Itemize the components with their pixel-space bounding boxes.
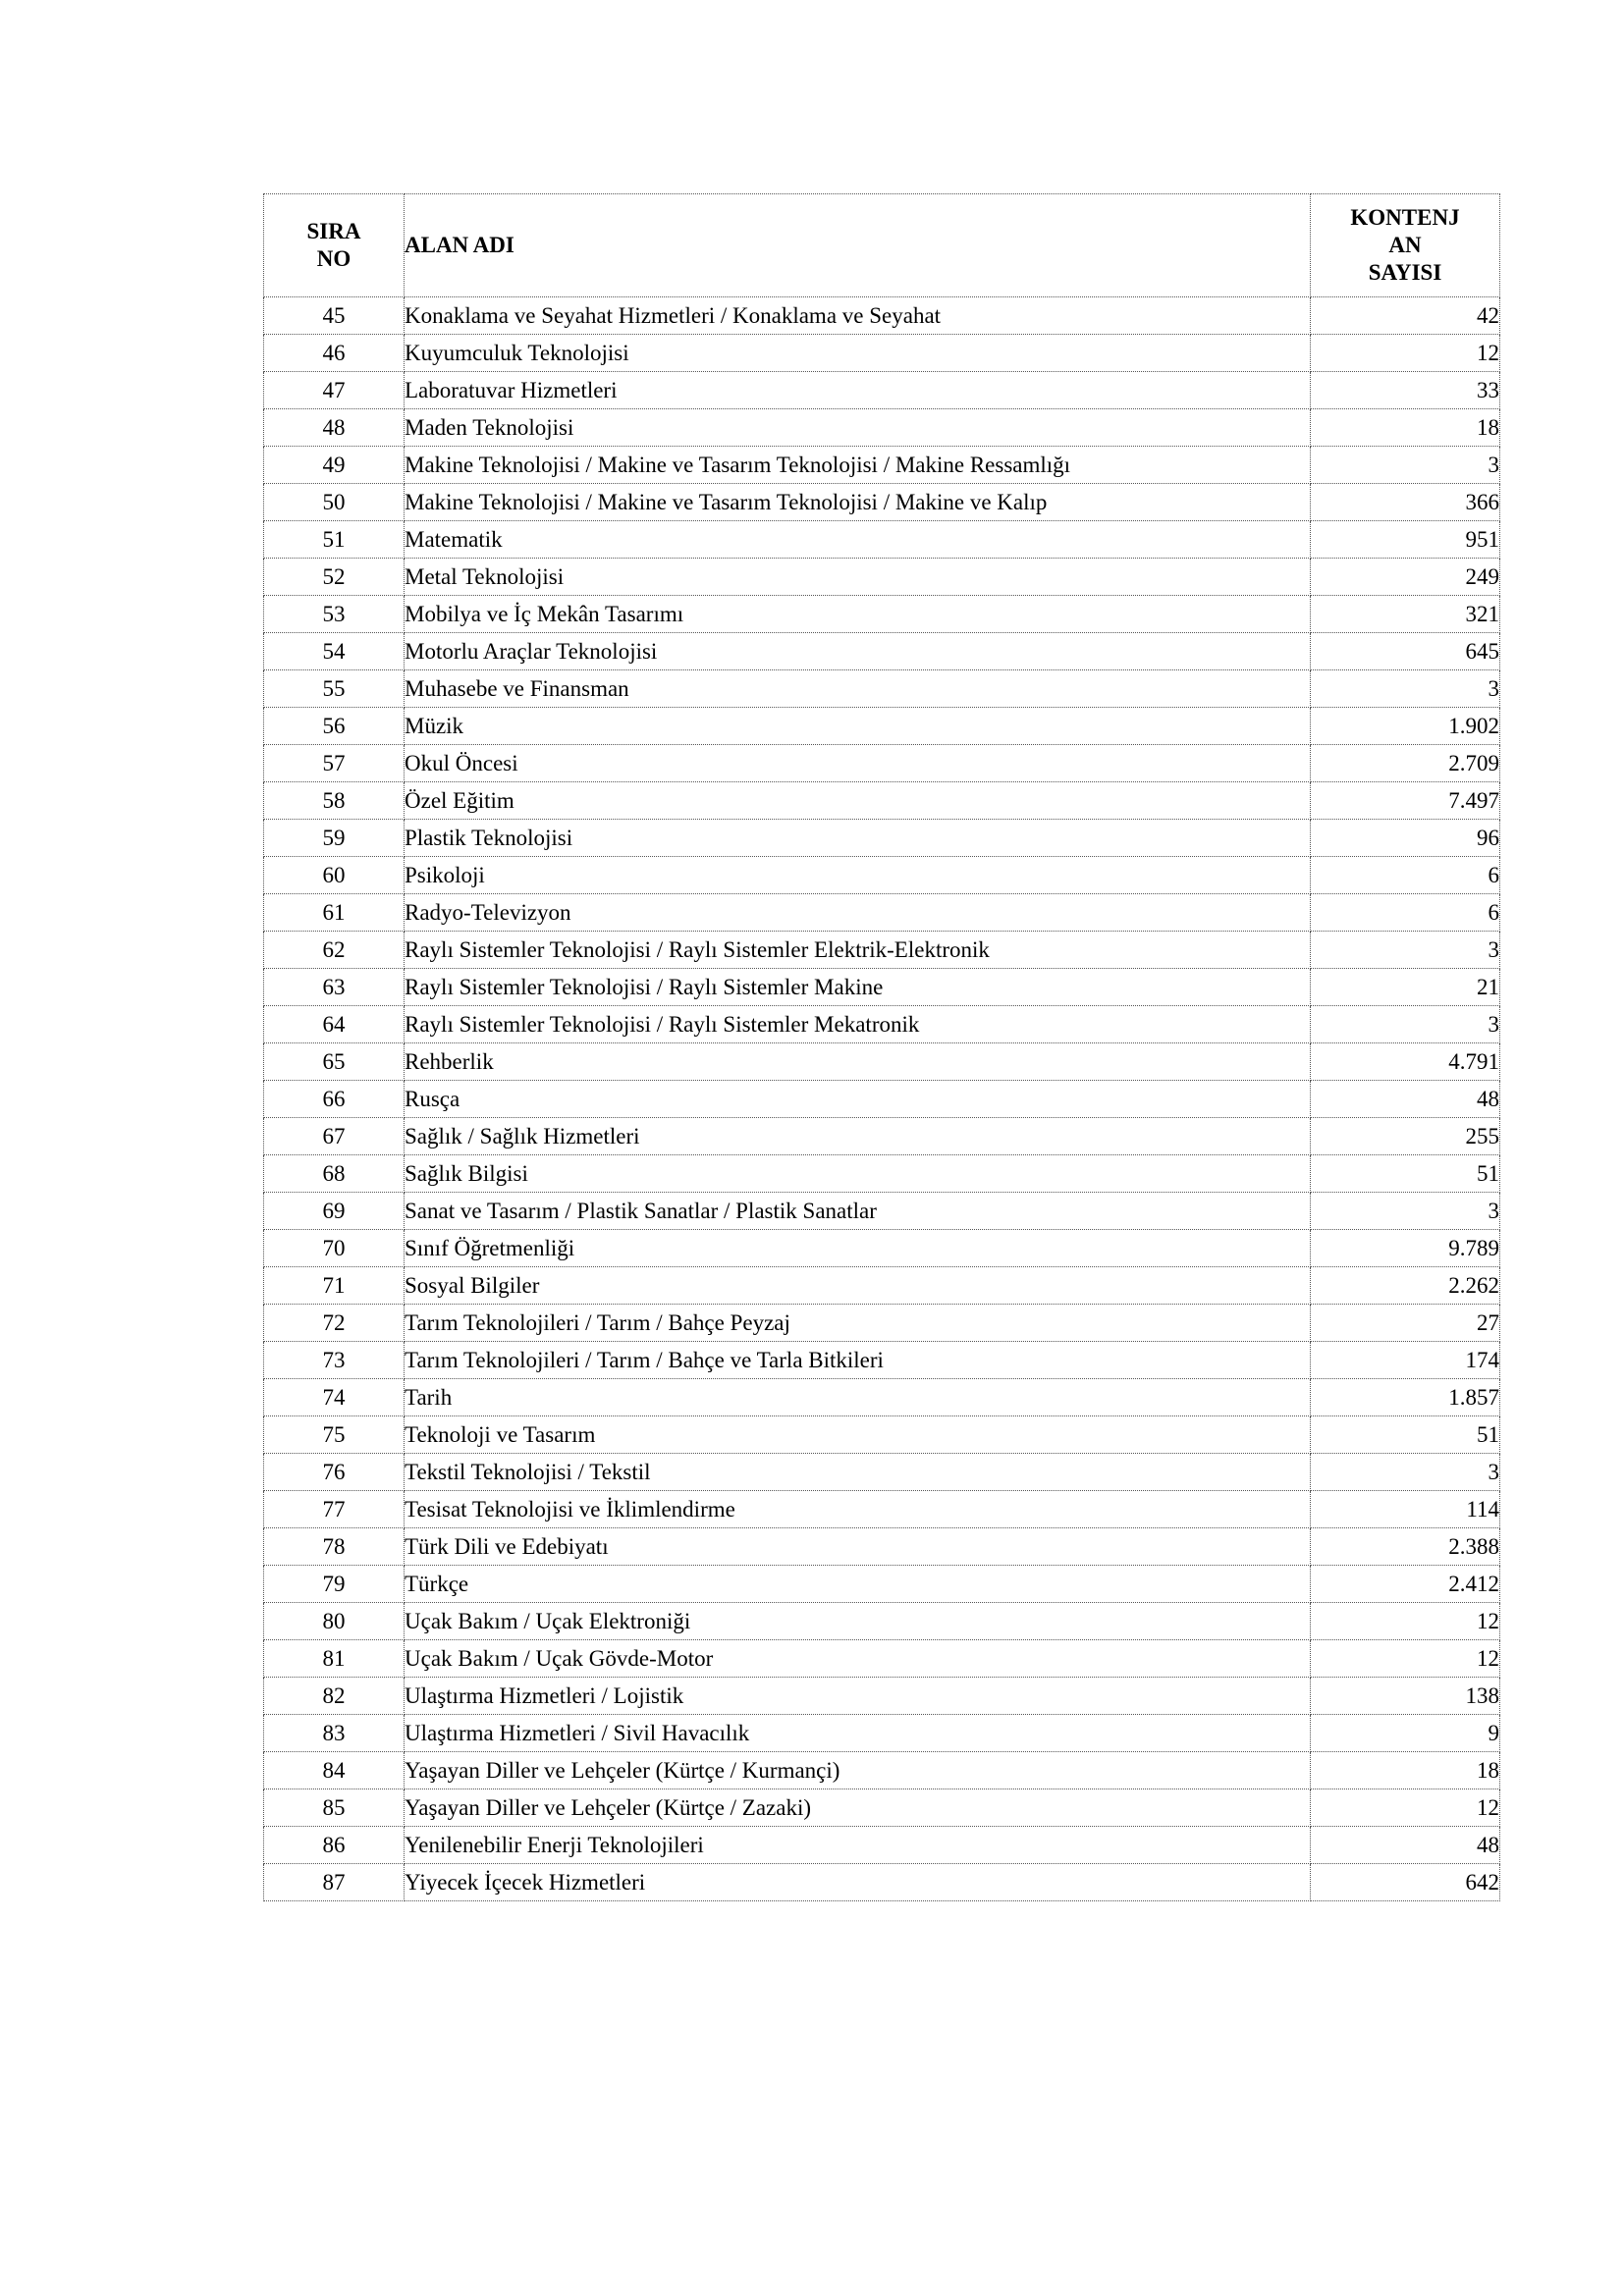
table-row [264,1379,1500,1416]
table-row [264,894,1500,932]
table-row [264,745,1500,782]
row-sira-no: 56 [264,708,405,745]
row-sira-no: 71 [264,1267,405,1305]
table-row [264,297,1500,335]
row-kontenjan-sayisi: 951 [1311,521,1500,559]
table-row [264,1230,1500,1267]
table-row [264,969,1500,1006]
table-row [264,1305,1500,1342]
table-row [264,670,1500,708]
table-row [264,782,1500,820]
row-alan-adi: Uçak Bakım / Uçak Elektroniği [405,1603,1311,1640]
table-row [264,1081,1500,1118]
header-alan-adi: ALAN ADI [405,194,1311,297]
row-kontenjan-sayisi: 12 [1311,1603,1500,1640]
row-sira-no: 67 [264,1118,405,1155]
row-sira-no: 85 [264,1789,405,1827]
table-row [264,1566,1500,1603]
row-alan-adi: Kuyumculuk Teknolojisi [405,335,1311,372]
table-row [264,484,1500,521]
table-row [264,1491,1500,1528]
row-sira-no: 49 [264,447,405,484]
row-alan-adi: Uçak Bakım / Uçak Gövde-Motor [405,1640,1311,1678]
row-kontenjan-sayisi: 1.857 [1311,1379,1500,1416]
table-row [264,1416,1500,1454]
row-sira-no: 54 [264,633,405,670]
row-alan-adi: Mobilya ve İç Mekân Tasarımı [405,596,1311,633]
row-alan-adi: Türkçe [405,1566,1311,1603]
table-row [264,820,1500,857]
table-row [264,857,1500,894]
row-sira-no: 61 [264,894,405,932]
table-row [264,1155,1500,1193]
row-kontenjan-sayisi: 255 [1311,1118,1500,1155]
row-alan-adi: Muhasebe ve Finansman [405,670,1311,708]
row-alan-adi: Raylı Sistemler Teknolojisi / Raylı Sistemler Makine [405,969,1311,1006]
table-row [264,1118,1500,1155]
row-alan-adi: Ulaştırma Hizmetleri / Sivil Havacılık [405,1715,1311,1752]
row-kontenjan-sayisi: 33 [1311,372,1500,409]
row-sira-no: 77 [264,1491,405,1528]
table-row [264,932,1500,969]
row-kontenjan-sayisi: 2.262 [1311,1267,1500,1305]
row-alan-adi: Tarih [405,1379,1311,1416]
row-sira-no: 55 [264,670,405,708]
row-kontenjan-sayisi: 96 [1311,820,1500,857]
row-kontenjan-sayisi: 114 [1311,1491,1500,1528]
table-row [264,633,1500,670]
table-row [264,1193,1500,1230]
table-row [264,1789,1500,1827]
quota-table [263,193,1500,1901]
row-sira-no: 53 [264,596,405,633]
table-header [264,194,1500,297]
row-alan-adi: Tarım Teknolojileri / Tarım / Bahçe ve Tarla Bitkileri [405,1342,1311,1379]
table-row [264,1715,1500,1752]
row-sira-no: 76 [264,1454,405,1491]
table-row [264,1640,1500,1678]
row-sira-no: 59 [264,820,405,857]
row-alan-adi: Yenilenebilir Enerji Teknolojileri [405,1827,1311,1864]
table-row [264,1267,1500,1305]
row-sira-no: 48 [264,409,405,447]
row-kontenjan-sayisi: 2.709 [1311,745,1500,782]
header-kontenjan-line2: AN [1388,233,1422,257]
row-alan-adi: Tesisat Teknolojisi ve İklimlendirme [405,1491,1311,1528]
row-sira-no: 51 [264,521,405,559]
row-sira-no: 75 [264,1416,405,1454]
row-sira-no: 46 [264,335,405,372]
row-sira-no: 87 [264,1864,405,1901]
row-alan-adi: Rehberlik [405,1043,1311,1081]
row-alan-adi: Yaşayan Diller ve Lehçeler (Kürtçe / Zazaki) [405,1789,1311,1827]
row-sira-no: 82 [264,1678,405,1715]
row-kontenjan-sayisi: 642 [1311,1864,1500,1901]
row-alan-adi: Plastik Teknolojisi [405,820,1311,857]
row-kontenjan-sayisi: 48 [1311,1827,1500,1864]
row-alan-adi: Konaklama ve Seyahat Hizmetleri / Konaklama ve Seyahat [405,297,1311,335]
row-kontenjan-sayisi: 3 [1311,670,1500,708]
row-kontenjan-sayisi: 42 [1311,297,1500,335]
header-sira-no-line2: NO [316,246,352,271]
table-row [264,1006,1500,1043]
row-kontenjan-sayisi: 6 [1311,894,1500,932]
row-kontenjan-sayisi: 51 [1311,1155,1500,1193]
table-row [264,1454,1500,1491]
row-sira-no: 69 [264,1193,405,1230]
row-kontenjan-sayisi: 12 [1311,1640,1500,1678]
row-alan-adi: Tarım Teknolojileri / Tarım / Bahçe Peyzaj [405,1305,1311,1342]
row-kontenjan-sayisi: 321 [1311,596,1500,633]
row-kontenjan-sayisi: 18 [1311,1752,1500,1789]
table-row [264,521,1500,559]
row-sira-no: 57 [264,745,405,782]
row-alan-adi: Maden Teknolojisi [405,409,1311,447]
table-row [264,372,1500,409]
table-row [264,708,1500,745]
row-sira-no: 83 [264,1715,405,1752]
row-sira-no: 45 [264,297,405,335]
row-alan-adi: Psikoloji [405,857,1311,894]
row-kontenjan-sayisi: 3 [1311,1006,1500,1043]
row-sira-no: 86 [264,1827,405,1864]
row-sira-no: 47 [264,372,405,409]
row-sira-no: 73 [264,1342,405,1379]
row-alan-adi: Sanat ve Tasarım / Plastik Sanatlar / Plastik Sanatlar [405,1193,1311,1230]
row-sira-no: 79 [264,1566,405,1603]
row-kontenjan-sayisi: 249 [1311,559,1500,596]
table-row [264,1678,1500,1715]
header-row [264,194,1500,297]
row-kontenjan-sayisi: 27 [1311,1305,1500,1342]
row-kontenjan-sayisi: 2.388 [1311,1528,1500,1566]
row-sira-no: 63 [264,969,405,1006]
header-kontenjan-sayisi [1311,194,1500,297]
row-alan-adi: Raylı Sistemler Teknolojisi / Raylı Sistemler Mekatronik [405,1006,1311,1043]
row-alan-adi: Laboratuvar Hizmetleri [405,372,1311,409]
row-alan-adi: Yiyecek İçecek Hizmetleri [405,1864,1311,1901]
table-row [264,447,1500,484]
header-kontenjan-line1: KONTENJ [1350,205,1460,230]
row-sira-no: 60 [264,857,405,894]
row-sira-no: 50 [264,484,405,521]
row-sira-no: 62 [264,932,405,969]
row-kontenjan-sayisi: 9.789 [1311,1230,1500,1267]
row-sira-no: 80 [264,1603,405,1640]
row-alan-adi: Yaşayan Diller ve Lehçeler (Kürtçe / Kurmançi) [405,1752,1311,1789]
row-alan-adi: Motorlu Araçlar Teknolojisi [405,633,1311,670]
row-sira-no: 84 [264,1752,405,1789]
table-row [264,1752,1500,1789]
row-alan-adi: Türk Dili ve Edebiyatı [405,1528,1311,1566]
row-alan-adi: Matematik [405,521,1311,559]
table-row [264,1603,1500,1640]
row-kontenjan-sayisi: 12 [1311,335,1500,372]
row-kontenjan-sayisi: 18 [1311,409,1500,447]
row-alan-adi: Raylı Sistemler Teknolojisi / Raylı Sistemler Elektrik-Elektronik [405,932,1311,969]
table-body [264,297,1500,1901]
row-sira-no: 64 [264,1006,405,1043]
row-sira-no: 72 [264,1305,405,1342]
row-kontenjan-sayisi: 645 [1311,633,1500,670]
row-alan-adi: Radyo-Televizyon [405,894,1311,932]
row-kontenjan-sayisi: 12 [1311,1789,1500,1827]
row-alan-adi: Makine Teknolojisi / Makine ve Tasarım Teknolojisi / Makine Ressamlığı [405,447,1311,484]
row-sira-no: 52 [264,559,405,596]
row-alan-adi: Özel Eğitim [405,782,1311,820]
table-row [264,559,1500,596]
row-sira-no: 70 [264,1230,405,1267]
table-row [264,1827,1500,1864]
row-alan-adi: Okul Öncesi [405,745,1311,782]
row-kontenjan-sayisi: 9 [1311,1715,1500,1752]
row-alan-adi: Rusça [405,1081,1311,1118]
row-kontenjan-sayisi: 366 [1311,484,1500,521]
row-sira-no: 74 [264,1379,405,1416]
row-alan-adi: Makine Teknolojisi / Makine ve Tasarım Teknolojisi / Makine ve Kalıp [405,484,1311,521]
header-sira-no-line1: SIRA [306,219,361,243]
row-sira-no: 68 [264,1155,405,1193]
table-row [264,1043,1500,1081]
row-alan-adi: Teknoloji ve Tasarım [405,1416,1311,1454]
row-sira-no: 66 [264,1081,405,1118]
row-sira-no: 58 [264,782,405,820]
table-row [264,1864,1500,1901]
row-kontenjan-sayisi: 4.791 [1311,1043,1500,1081]
row-kontenjan-sayisi: 3 [1311,932,1500,969]
row-kontenjan-sayisi: 7.497 [1311,782,1500,820]
row-kontenjan-sayisi: 3 [1311,447,1500,484]
header-sira-no [264,194,405,297]
row-kontenjan-sayisi: 1.902 [1311,708,1500,745]
table-row [264,1528,1500,1566]
row-alan-adi: Sağlık Bilgisi [405,1155,1311,1193]
row-sira-no: 65 [264,1043,405,1081]
row-sira-no: 78 [264,1528,405,1566]
row-kontenjan-sayisi: 3 [1311,1454,1500,1491]
row-kontenjan-sayisi: 2.412 [1311,1566,1500,1603]
row-alan-adi: Metal Teknolojisi [405,559,1311,596]
row-alan-adi: Müzik [405,708,1311,745]
row-kontenjan-sayisi: 6 [1311,857,1500,894]
row-alan-adi: Sağlık / Sağlık Hizmetleri [405,1118,1311,1155]
row-alan-adi: Ulaştırma Hizmetleri / Lojistik [405,1678,1311,1715]
row-sira-no: 81 [264,1640,405,1678]
table-row [264,409,1500,447]
row-alan-adi: Tekstil Teknolojisi / Tekstil [405,1454,1311,1491]
table-row [264,596,1500,633]
row-alan-adi: Sosyal Bilgiler [405,1267,1311,1305]
row-kontenjan-sayisi: 51 [1311,1416,1500,1454]
table-row [264,1342,1500,1379]
row-kontenjan-sayisi: 174 [1311,1342,1500,1379]
header-kontenjan-line3: SAYISI [1368,260,1442,285]
row-alan-adi: Sınıf Öğretmenliği [405,1230,1311,1267]
row-kontenjan-sayisi: 138 [1311,1678,1500,1715]
row-kontenjan-sayisi: 48 [1311,1081,1500,1118]
row-kontenjan-sayisi: 21 [1311,969,1500,1006]
table-row [264,335,1500,372]
row-kontenjan-sayisi: 3 [1311,1193,1500,1230]
